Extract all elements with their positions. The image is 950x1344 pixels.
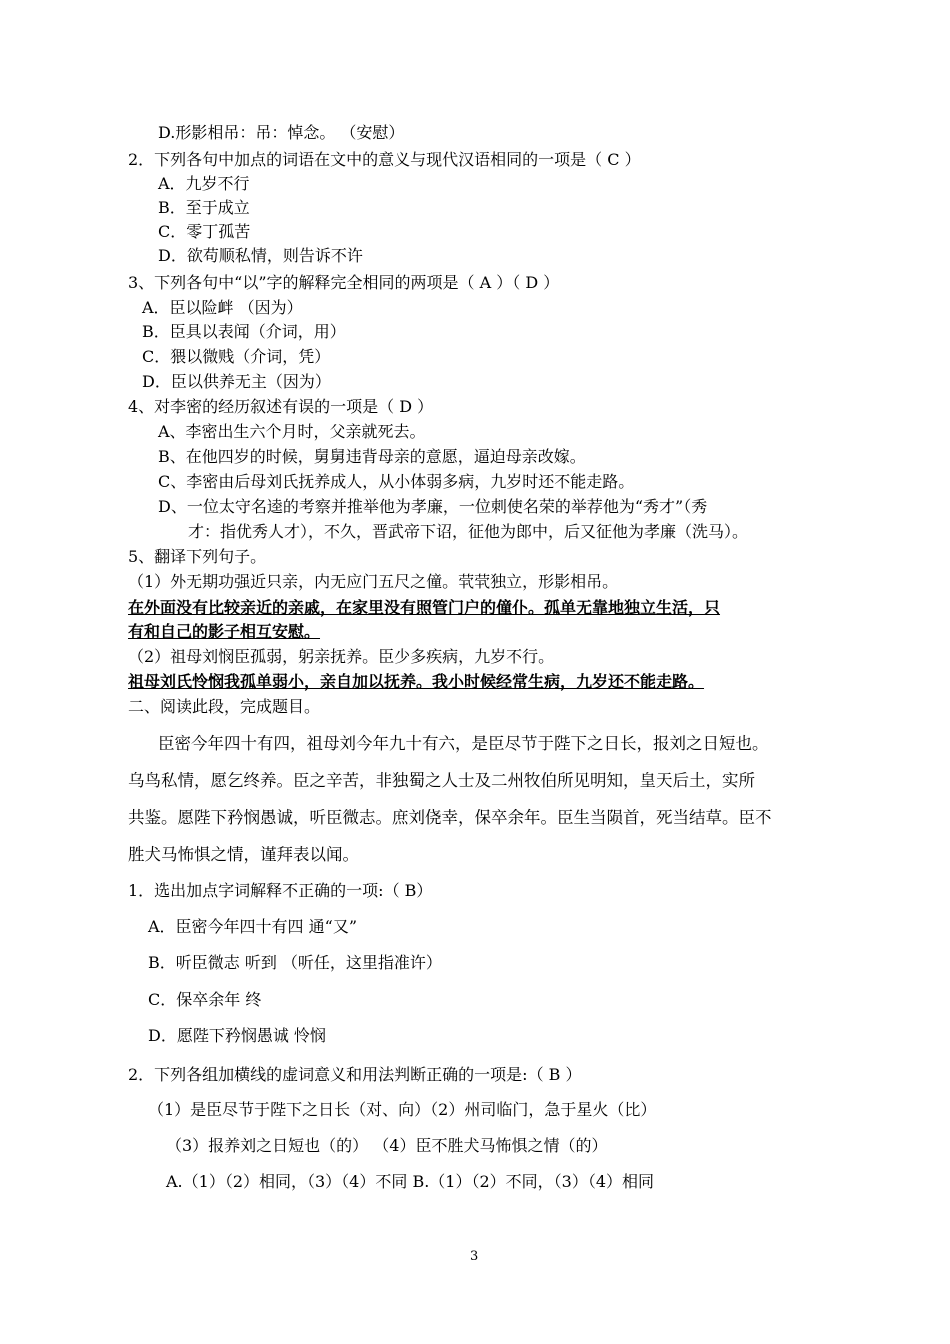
question-line: 4、对李密的经历叙述有误的一项是（ D ） [128, 397, 434, 416]
option-line: D．愿陛下矜悯愚诚 怜悯 [148, 1026, 326, 1045]
option-line: A．臣密今年四十有四 通“又” [148, 917, 358, 936]
option-line: C．猥以微贱（介词，凭） [142, 347, 331, 366]
section-heading: 二、阅读此段，完成题目。 [128, 697, 321, 716]
option-line: （3）报养刘之日短也（的） （4）臣不胜犬马怖惧之情（的） [166, 1136, 608, 1155]
option-line: D．臣以供养无主（因为） [142, 372, 331, 391]
option-line: C．保卒余年 终 [148, 990, 262, 1009]
option-line: A．九岁不行 [158, 174, 250, 193]
page-number: 3 [470, 1249, 479, 1264]
question-line: 5、翻译下列句子。 [128, 547, 267, 566]
option-line: B．至于成立 [158, 198, 250, 217]
passage-line: 胜犬马怖惧之情，谨拜表以闻。 [128, 845, 359, 864]
option-line: B．听臣微志 听到 （听任，这里指准许） [148, 953, 442, 972]
option-line: C、李密由后母刘氏抚养成人，从小体弱多病，九岁时还不能走路。 [158, 472, 635, 491]
sentence-line: （2）祖母刘悯臣孤弱，躬亲抚养。臣少多疾病，九岁不行。 [128, 647, 555, 666]
option-line: B．臣具以表闻（介词，用） [142, 322, 346, 341]
question-line: 3、下列各句中“以”字的解释完全相同的两项是（ A ）（ D ） [128, 273, 560, 292]
question-line: 1．选出加点字词解释不正确的一项:（ B） [128, 881, 433, 900]
passage-line: 共鉴。愿陛下矜悯愚诚，听臣微志。庶刘侥幸，保卒余年。臣生当陨首，死当结草。臣不 [128, 808, 772, 827]
question-line: 2．下列各句中加点的词语在文中的意义与现代汉语相同的一项是（ C ） [128, 150, 641, 169]
text-line: D.形影相吊：吊：悼念。 （安慰） [158, 123, 405, 142]
option-line: C．零丁孤苦 [158, 222, 251, 241]
answer-line: 有和自己的影子相互安慰。 [128, 622, 321, 641]
option-line: D、一位太守名逵的考察并推举他为孝廉，一位刺使名荣的举荐他为“秀才”（秀 [158, 497, 708, 516]
option-line: 才：指优秀人才），不久，晋武帝下诏，征他为郎中，后又征他为孝廉（洗马）。 [188, 522, 749, 541]
passage-line: 乌鸟私情，愿乞终养。臣之辛苦，非独蜀之人士及二州牧伯所见明知，皇天后土，实所 [128, 771, 755, 790]
question-line: 2．下列各组加横线的虚词意义和用法判断正确的一项是:（ B ） [128, 1065, 582, 1084]
sentence-line: （1）外无期功强近只亲，内无应门五尺之僮。茕茕独立，形影相吊。 [128, 572, 619, 591]
passage-line: 臣密今年四十有四，祖母刘今年九十有六，是臣尽节于陛下之日长，报刘之日短也。 [158, 734, 769, 753]
option-line: D．欲苟顺私情，则告诉不许 [158, 246, 363, 265]
option-line: A．臣以险衅 （因为） [142, 298, 303, 317]
option-line: （1）是臣尽节于陛下之日长（对、向）（2）州司临门，急于星火（比） [148, 1100, 657, 1119]
option-line: A.（1）（2）相同，（3）（4）不同 B.（1）（2）不同，（3）（4）相同 [166, 1172, 655, 1191]
option-line: A、李密出生六个月时，父亲就死去。 [158, 422, 426, 441]
option-line: B、在他四岁的时候，舅舅违背母亲的意愿，逼迫母亲改嫁。 [158, 447, 586, 466]
answer-line: 祖母刘氏怜悯我孤单弱小，亲自加以抚养。我小时候经常生病，九岁还不能走路。 [128, 672, 705, 691]
answer-line: 在外面没有比较亲近的亲戚，在家里没有照管门户的僮仆。孤单无靠地独立生活，只 [128, 598, 721, 617]
